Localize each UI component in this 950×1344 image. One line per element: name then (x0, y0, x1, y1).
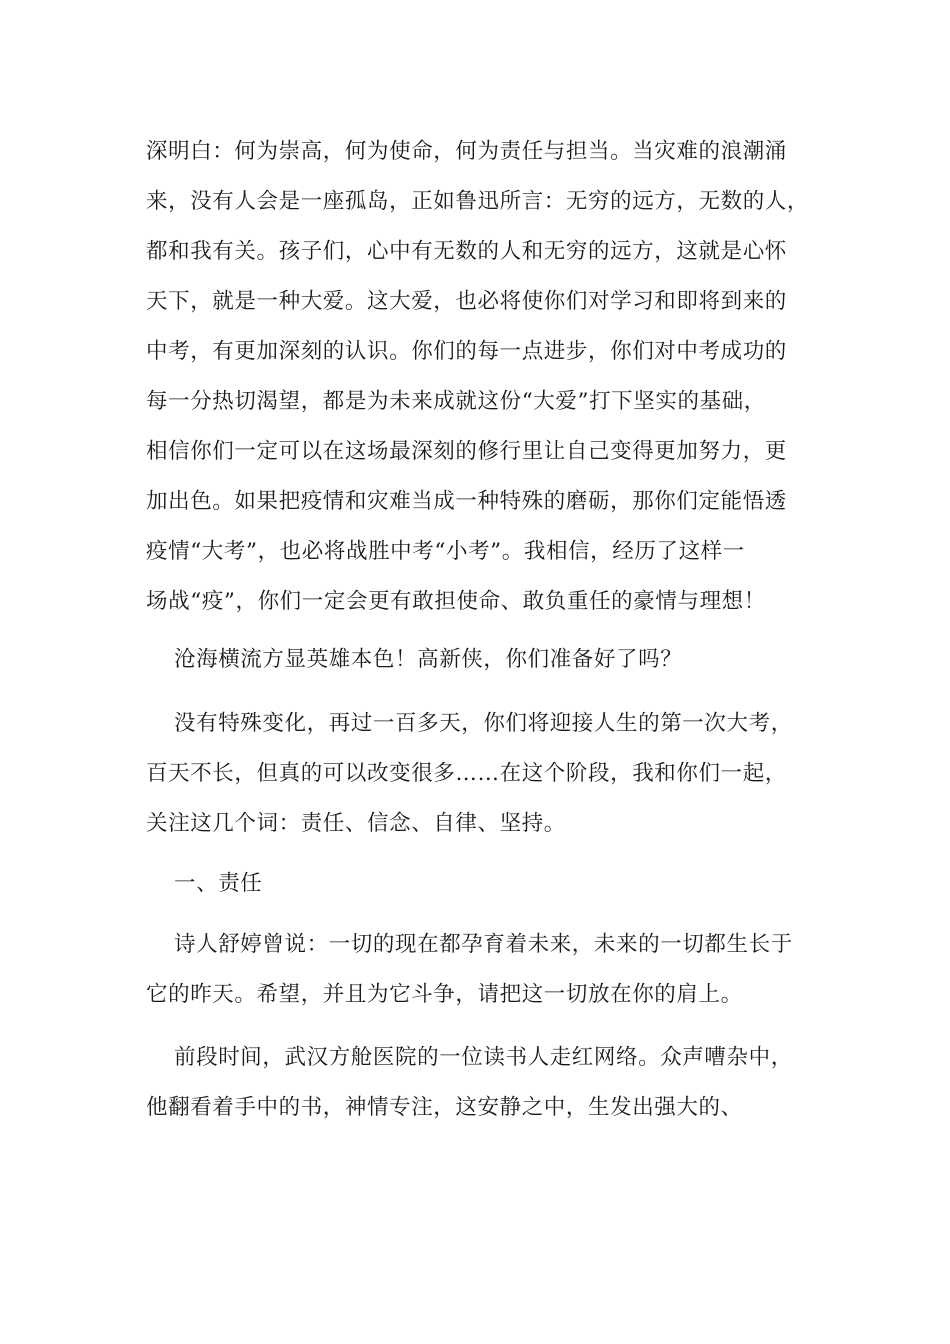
text-line: 深明白：何为崇高，何为使命，何为责任与担当。当灾难的浪潮涌 (146, 139, 787, 164)
text-line: 来，没有人会是一座孤岛，正如鲁迅所言：无穷的远方，无数的人， (146, 189, 810, 214)
paragraph-line: 沧海横流方显英雄本色！高新侠，你们准备好了吗？ (174, 647, 683, 672)
text-line: 它的昨天。希望，并且为它斗争，请把这一切放在你的肩上。 (146, 982, 743, 1007)
text-line: 百天不长，但真的可以改变很多……在这个阶段，我和你们一起， (146, 761, 787, 786)
paragraph-line: 诗人舒婷曾说：一切的现在都孕育着未来，未来的一切都生长于 (174, 932, 793, 957)
paragraph-line: 前段时间，武汉方舱医院的一位读书人走红网络。众声嘈杂中， (174, 1045, 793, 1070)
text-line: 疫情“大考”，也必将战胜中考“小考”。我相信，经历了这样一 (146, 539, 745, 564)
section-heading: 一、责任 (174, 871, 263, 896)
text-line: 都和我有关。孩子们，心中有无数的人和无穷的远方，这就是心怀 (146, 239, 787, 264)
text-line: 场战“疫”，你们一定会更有敢担使命、敢负重任的豪情与理想！ (146, 589, 766, 614)
text-line: 关注这几个词：责任、信念、自律、坚持。 (146, 811, 566, 836)
text-line: 加出色。如果把疫情和灾难当成一种特殊的磨砺，那你们定能悟透 (146, 489, 787, 514)
text-line: 中考，有更加深刻的认识。你们的每一点进步，你们对中考成功的 (146, 339, 787, 364)
text-line: 天下，就是一种大爱。这大爱，也必将使你们对学习和即将到来的 (146, 289, 787, 314)
text-line: 他翻看着手中的书，神情专注，这安静之中，生发出强大的、 (146, 1095, 743, 1120)
paragraph-line: 没有特殊变化，再过一百多天，你们将迎接人生的第一次大考， (174, 711, 793, 736)
text-line: 每一分热切渴望，都是为未来成就这份“大爱”打下坚实的基础， (146, 389, 766, 414)
text-line: 相信你们一定可以在这场最深刻的修行里让自己变得更加努力，更 (146, 439, 787, 464)
